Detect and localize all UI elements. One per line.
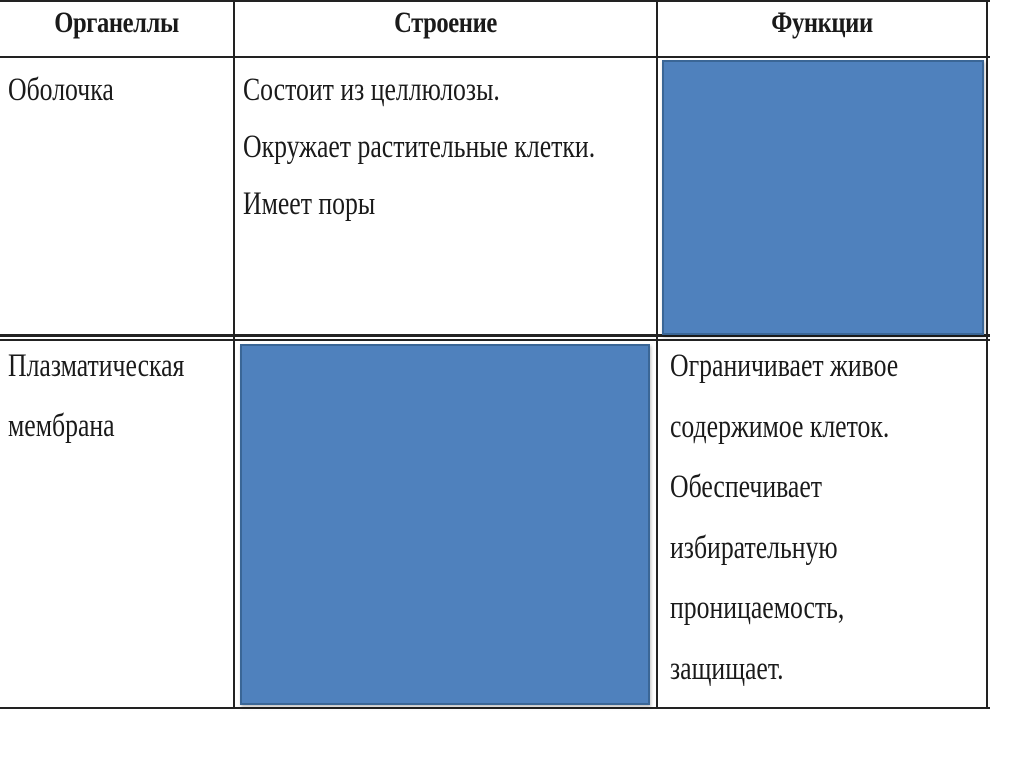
row2-function-line-5: проницаемость,: [670, 590, 845, 626]
row2-function-cell: [670, 336, 986, 706]
row1-organelle-cell: [8, 62, 232, 332]
row1-structure-text: [243, 62, 596, 233]
row2-organelle-line-2: мембрана: [8, 408, 115, 444]
row2-structure-cover[interactable]: [240, 344, 650, 705]
row1-organelle-line: Оболочка: [8, 72, 114, 108]
row2-organelle-text: [8, 336, 183, 456]
row2-function-text: [670, 336, 916, 699]
row1-function-cover[interactable]: [662, 60, 984, 335]
header-structure: Строение: [394, 6, 497, 39]
column-divider-1: [233, 0, 235, 709]
table-top-border: [0, 0, 990, 2]
row1-structure-line-2: Окружает растительные клетки.: [243, 129, 596, 165]
table-right-border: [986, 0, 988, 709]
header-bottom-border: [0, 56, 990, 58]
header-organelles: Органеллы: [54, 6, 179, 39]
row2-function-line-1: Ограничивает живое: [670, 348, 899, 384]
row2-function-line-2: содержимое клеток.: [670, 408, 890, 445]
row1-structure-line-3: Имеет поры: [243, 186, 376, 222]
row2-organelle-cell: [8, 336, 232, 706]
row1-organelle-text: [8, 62, 183, 119]
row1-structure-cell: [243, 62, 655, 332]
row2-function-line-3: Обеспечивает: [670, 469, 823, 505]
column-divider-2: [656, 0, 658, 709]
table-bottom-border: [0, 707, 990, 709]
row2-function-line-6: защищает.: [670, 650, 784, 687]
row2-organelle-line-1: Плазматическая: [8, 348, 185, 384]
header-functions: Функции: [771, 6, 873, 39]
row2-function-line-4: избирательную: [670, 529, 838, 566]
row1-structure-line-1: Состоит из целлюлозы.: [243, 72, 500, 108]
